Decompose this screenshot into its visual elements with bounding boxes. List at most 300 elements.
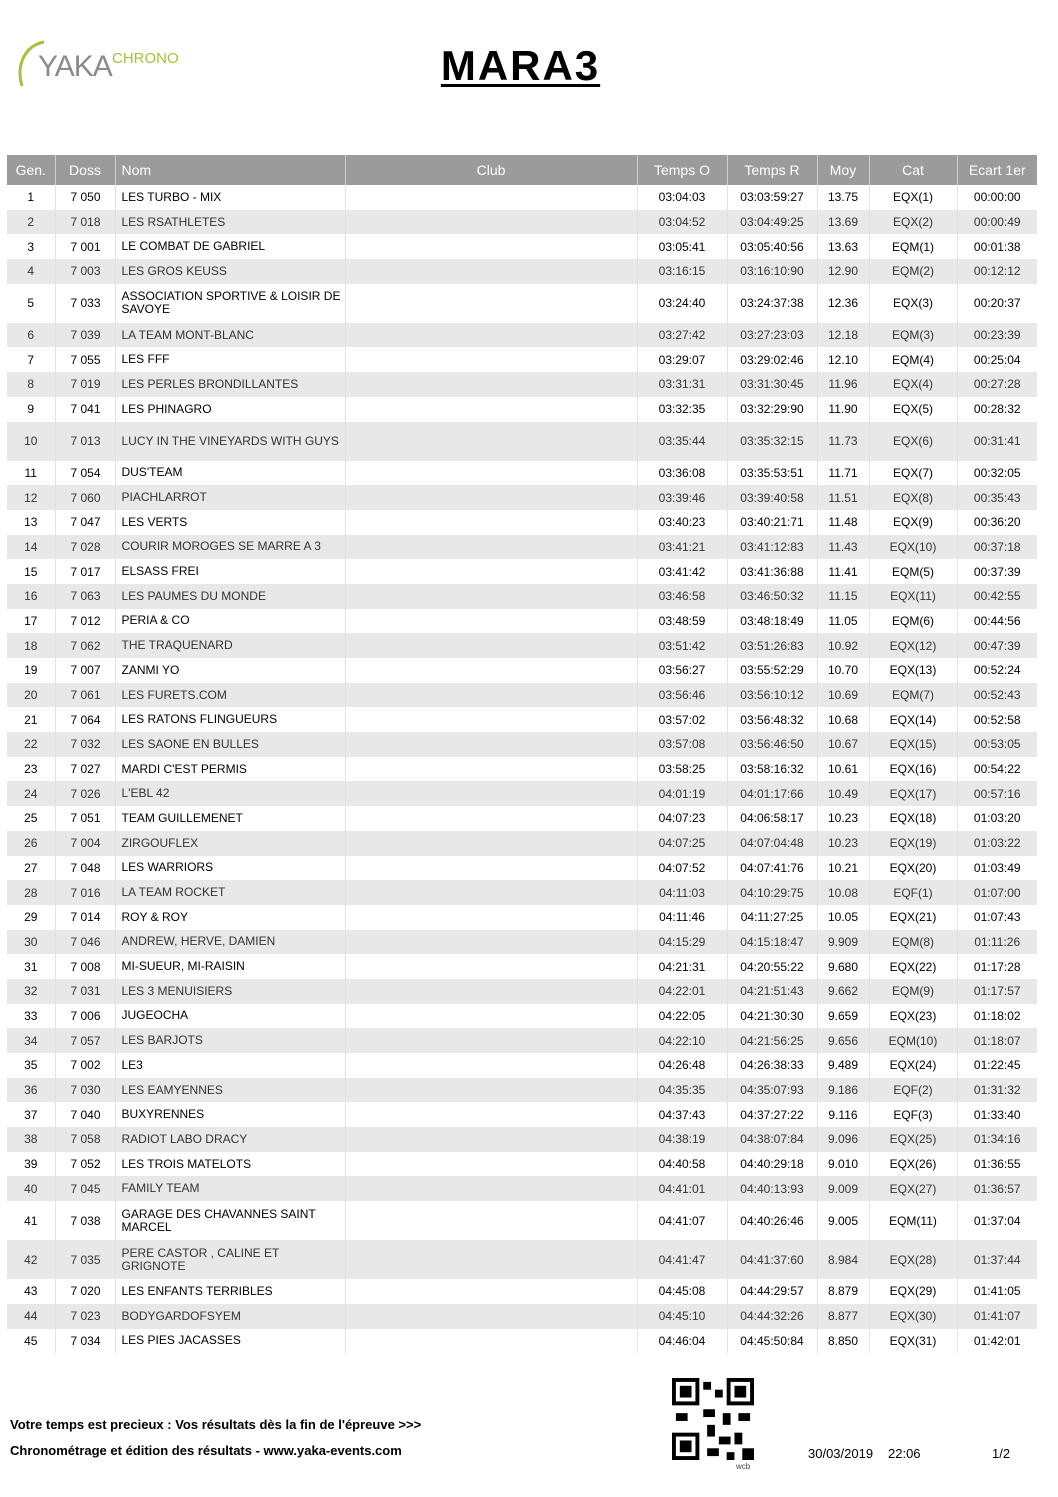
- cell-ecart: 00:47:39: [957, 633, 1037, 658]
- cell-club: [345, 831, 637, 856]
- cell-temps-o: 04:41:47: [637, 1240, 727, 1279]
- qr-code-icon: [672, 1378, 754, 1460]
- cell-ecart: 01:18:07: [957, 1028, 1037, 1053]
- cell-nom: LES ENFANTS TERRIBLES: [115, 1279, 345, 1304]
- col-header-gen: Gen.: [7, 155, 55, 185]
- table-row: [7, 633, 1037, 658]
- cell-ecart: 00:12:12: [957, 259, 1037, 284]
- cell-doss: 7 027: [55, 757, 115, 782]
- cell-nom: LES EAMYENNES: [115, 1078, 345, 1103]
- cell-nom: ZANMI YO: [115, 658, 345, 683]
- cell-gen: 10: [7, 422, 55, 461]
- cell-temps-r: 03:35:32:15: [727, 422, 817, 461]
- table-row: [7, 1127, 1037, 1152]
- cell-ecart: 00:54:22: [957, 757, 1037, 782]
- cell-cat: EQF(1): [869, 880, 957, 905]
- cell-gen: 7: [7, 347, 55, 372]
- cell-doss: 7 040: [55, 1102, 115, 1127]
- cell-cat: EQX(27): [869, 1176, 957, 1201]
- cell-ecart: 01:11:26: [957, 930, 1037, 955]
- cell-nom: LES SAONE EN BULLES: [115, 732, 345, 757]
- cell-doss: 7 034: [55, 1329, 115, 1354]
- table-row: [7, 806, 1037, 831]
- cell-gen: 29: [7, 905, 55, 930]
- cell-club: [345, 1329, 637, 1354]
- cell-club: [345, 930, 637, 955]
- logo-text-chrono: CHRONO: [112, 50, 179, 67]
- cell-temps-o: 03:29:07: [637, 347, 727, 372]
- cell-nom: FAMILY TEAM: [115, 1176, 345, 1201]
- cell-moy: 12.90: [817, 259, 869, 284]
- cell-temps-o: 03:31:31: [637, 372, 727, 397]
- cell-moy: 12.10: [817, 347, 869, 372]
- table-row: [7, 559, 1037, 584]
- cell-doss: 7 046: [55, 930, 115, 955]
- cell-nom: LES BARJOTS: [115, 1028, 345, 1053]
- cell-temps-r: 04:40:29:18: [727, 1152, 817, 1177]
- cell-moy: 11.73: [817, 422, 869, 461]
- cell-temps-r: 04:10:29:75: [727, 880, 817, 905]
- cell-nom: RADIOT LABO DRACY: [115, 1127, 345, 1152]
- cell-ecart: 01:33:40: [957, 1102, 1037, 1127]
- cell-club: [345, 633, 637, 658]
- cell-club: [345, 210, 637, 235]
- table-row: [7, 658, 1037, 683]
- table-row: [7, 584, 1037, 609]
- cell-nom: LUCY IN THE VINEYARDS WITH GUYS: [115, 422, 345, 461]
- cell-temps-o: 04:41:07: [637, 1201, 727, 1240]
- cell-doss: 7 004: [55, 831, 115, 856]
- cell-temps-o: 03:48:59: [637, 609, 727, 634]
- cell-gen: 24: [7, 781, 55, 806]
- cell-temps-r: 03:56:48:32: [727, 707, 817, 732]
- cell-moy: 9.680: [817, 954, 869, 979]
- print-time: 22:06: [888, 1446, 921, 1461]
- cell-temps-r: 03:56:10:12: [727, 683, 817, 708]
- cell-cat: EQM(11): [869, 1201, 957, 1240]
- table-row: [7, 284, 1037, 323]
- cell-ecart: 01:36:55: [957, 1152, 1037, 1177]
- cell-club: [345, 683, 637, 708]
- cell-gen: 28: [7, 880, 55, 905]
- footer-slogan: Votre temps est precieux : Vos résultats dès la fin de l'épreuve >>>: [10, 1417, 422, 1432]
- cell-gen: 44: [7, 1304, 55, 1329]
- table-row: [7, 979, 1037, 1004]
- cell-temps-r: 04:15:18:47: [727, 930, 817, 955]
- cell-ecart: 01:18:02: [957, 1004, 1037, 1029]
- cell-club: [345, 584, 637, 609]
- cell-temps-o: 04:45:10: [637, 1304, 727, 1329]
- cell-temps-r: 03:31:30:45: [727, 372, 817, 397]
- cell-temps-o: 03:56:27: [637, 658, 727, 683]
- cell-temps-o: 04:40:58: [637, 1152, 727, 1177]
- cell-temps-o: 04:22:05: [637, 1004, 727, 1029]
- page-number: 1/2: [992, 1446, 1011, 1461]
- cell-temps-r: 03:40:21:71: [727, 510, 817, 535]
- table-row: [7, 781, 1037, 806]
- cell-ecart: 01:03:49: [957, 856, 1037, 881]
- cell-temps-r: 04:38:07:84: [727, 1127, 817, 1152]
- cell-cat: EQX(25): [869, 1127, 957, 1152]
- cell-moy: 12.36: [817, 284, 869, 323]
- cell-moy: 11.43: [817, 535, 869, 560]
- cell-gen: 15: [7, 559, 55, 584]
- cell-moy: 8.877: [817, 1304, 869, 1329]
- cell-temps-r: 03:04:49:25: [727, 210, 817, 235]
- cell-ecart: 01:17:28: [957, 954, 1037, 979]
- cell-nom: LES PIES JACASSES: [115, 1329, 345, 1354]
- cell-club: [345, 1152, 637, 1177]
- cell-temps-r: 03:51:26:83: [727, 633, 817, 658]
- cell-moy: 9.186: [817, 1078, 869, 1103]
- cell-temps-o: 03:16:15: [637, 259, 727, 284]
- cell-temps-r: 04:40:13:93: [727, 1176, 817, 1201]
- cell-temps-o: 04:41:01: [637, 1176, 727, 1201]
- cell-temps-r: 04:26:38:33: [727, 1053, 817, 1078]
- table-row: [7, 1078, 1037, 1103]
- cell-club: [345, 979, 637, 1004]
- cell-club: [345, 259, 637, 284]
- cell-moy: 13.63: [817, 234, 869, 259]
- cell-nom: ROY & ROY: [115, 905, 345, 930]
- cell-gen: 35: [7, 1053, 55, 1078]
- cell-club: [345, 510, 637, 535]
- cell-temps-o: 03:04:52: [637, 210, 727, 235]
- cell-temps-r: 04:35:07:93: [727, 1078, 817, 1103]
- cell-temps-o: 03:51:42: [637, 633, 727, 658]
- cell-doss: 7 013: [55, 422, 115, 461]
- cell-moy: 9.659: [817, 1004, 869, 1029]
- cell-ecart: 00:57:16: [957, 781, 1037, 806]
- cell-doss: 7 003: [55, 259, 115, 284]
- cell-moy: 10.69: [817, 683, 869, 708]
- cell-cat: EQM(10): [869, 1028, 957, 1053]
- cell-doss: 7 017: [55, 559, 115, 584]
- cell-nom: LES FURETS.COM: [115, 683, 345, 708]
- table-row: [7, 880, 1037, 905]
- cell-cat: EQF(2): [869, 1078, 957, 1103]
- cell-gen: 12: [7, 485, 55, 510]
- cell-moy: 13.75: [817, 185, 869, 210]
- cell-cat: EQX(3): [869, 284, 957, 323]
- cell-gen: 20: [7, 683, 55, 708]
- cell-gen: 37: [7, 1102, 55, 1127]
- cell-doss: 7 060: [55, 485, 115, 510]
- cell-moy: 10.05: [817, 905, 869, 930]
- cell-ecart: 00:42:55: [957, 584, 1037, 609]
- cell-club: [345, 185, 637, 210]
- cell-moy: 10.49: [817, 781, 869, 806]
- cell-nom: ZIRGOUFLEX: [115, 831, 345, 856]
- cell-gen: 17: [7, 609, 55, 634]
- cell-gen: 33: [7, 1004, 55, 1029]
- cell-moy: 9.096: [817, 1127, 869, 1152]
- cell-nom: PERE CASTOR , CALINE ET GRIGNOTE: [115, 1240, 345, 1279]
- cell-moy: 9.909: [817, 930, 869, 955]
- cell-ecart: 01:36:57: [957, 1176, 1037, 1201]
- cell-temps-o: 03:40:23: [637, 510, 727, 535]
- table-row: [7, 609, 1037, 634]
- cell-cat: EQX(17): [869, 781, 957, 806]
- cell-club: [345, 485, 637, 510]
- cell-club: [345, 1028, 637, 1053]
- cell-club: [345, 559, 637, 584]
- cell-moy: 9.656: [817, 1028, 869, 1053]
- cell-gen: 14: [7, 535, 55, 560]
- cell-cat: EQX(28): [869, 1240, 957, 1279]
- cell-doss: 7 012: [55, 609, 115, 634]
- cell-moy: 10.61: [817, 757, 869, 782]
- cell-doss: 7 051: [55, 806, 115, 831]
- cell-gen: 6: [7, 323, 55, 348]
- cell-cat: EQX(23): [869, 1004, 957, 1029]
- cell-temps-r: 03:41:36:88: [727, 559, 817, 584]
- cell-moy: 11.51: [817, 485, 869, 510]
- cell-club: [345, 1240, 637, 1279]
- cell-gen: 41: [7, 1201, 55, 1240]
- cell-ecart: 00:53:05: [957, 732, 1037, 757]
- cell-gen: 43: [7, 1279, 55, 1304]
- cell-temps-r: 04:11:27:25: [727, 905, 817, 930]
- cell-moy: 9.489: [817, 1053, 869, 1078]
- cell-temps-r: 04:01:17:66: [727, 781, 817, 806]
- cell-cat: EQX(13): [869, 658, 957, 683]
- cell-doss: 7 041: [55, 397, 115, 422]
- cell-doss: 7 057: [55, 1028, 115, 1053]
- cell-ecart: 01:34:16: [957, 1127, 1037, 1152]
- cell-doss: 7 038: [55, 1201, 115, 1240]
- table-row: [7, 347, 1037, 372]
- table-row: [7, 535, 1037, 560]
- table-row: [7, 1004, 1037, 1029]
- table-row: [7, 510, 1037, 535]
- cell-doss: 7 048: [55, 856, 115, 881]
- cell-club: [345, 1201, 637, 1240]
- cell-doss: 7 028: [55, 535, 115, 560]
- cell-ecart: 00:52:58: [957, 707, 1037, 732]
- cell-nom: LES GROS KEUSS: [115, 259, 345, 284]
- cell-cat: EQM(5): [869, 559, 957, 584]
- cell-ecart: 00:52:43: [957, 683, 1037, 708]
- cell-cat: EQX(20): [869, 856, 957, 881]
- cell-doss: 7 008: [55, 954, 115, 979]
- table-row: [7, 831, 1037, 856]
- cell-cat: EQX(10): [869, 535, 957, 560]
- cell-nom: DUS'TEAM: [115, 461, 345, 486]
- table-row: [7, 1053, 1037, 1078]
- cell-doss: 7 018: [55, 210, 115, 235]
- cell-doss: 7 054: [55, 461, 115, 486]
- cell-gen: 21: [7, 707, 55, 732]
- cell-ecart: 00:52:24: [957, 658, 1037, 683]
- cell-gen: 31: [7, 954, 55, 979]
- col-header-temps-r: Temps R: [727, 155, 817, 185]
- cell-temps-o: 04:22:10: [637, 1028, 727, 1053]
- cell-ecart: 01:03:20: [957, 806, 1037, 831]
- cell-temps-r: 03:39:40:58: [727, 485, 817, 510]
- cell-temps-o: 03:36:08: [637, 461, 727, 486]
- table-row: [7, 905, 1037, 930]
- cell-cat: EQX(11): [869, 584, 957, 609]
- cell-cat: EQX(26): [869, 1152, 957, 1177]
- cell-ecart: 00:28:32: [957, 397, 1037, 422]
- table-row: [7, 323, 1037, 348]
- cell-doss: 7 064: [55, 707, 115, 732]
- col-header-doss: Doss: [55, 155, 115, 185]
- cell-temps-r: 04:20:55:22: [727, 954, 817, 979]
- cell-doss: 7 016: [55, 880, 115, 905]
- cell-moy: 10.23: [817, 831, 869, 856]
- cell-gen: 40: [7, 1176, 55, 1201]
- cell-temps-o: 03:41:42: [637, 559, 727, 584]
- cell-ecart: 01:17:57: [957, 979, 1037, 1004]
- cell-gen: 30: [7, 930, 55, 955]
- cell-nom: LES VERTS: [115, 510, 345, 535]
- cell-club: [345, 781, 637, 806]
- cell-cat: EQX(7): [869, 461, 957, 486]
- cell-temps-r: 03:55:52:29: [727, 658, 817, 683]
- cell-temps-o: 03:39:46: [637, 485, 727, 510]
- cell-gen: 1: [7, 185, 55, 210]
- cell-nom: LES RSATHLETES: [115, 210, 345, 235]
- cell-doss: 7 020: [55, 1279, 115, 1304]
- cell-doss: 7 031: [55, 979, 115, 1004]
- cell-nom: LA TEAM ROCKET: [115, 880, 345, 905]
- cell-club: [345, 905, 637, 930]
- table-row: [7, 757, 1037, 782]
- cell-cat: EQM(2): [869, 259, 957, 284]
- cell-doss: 7 026: [55, 781, 115, 806]
- cell-ecart: 00:00:49: [957, 210, 1037, 235]
- cell-temps-o: 04:11:46: [637, 905, 727, 930]
- cell-gen: 25: [7, 806, 55, 831]
- cell-ecart: 00:32:05: [957, 461, 1037, 486]
- cell-moy: 9.662: [817, 979, 869, 1004]
- cell-gen: 13: [7, 510, 55, 535]
- cell-temps-r: 03:03:59:27: [727, 185, 817, 210]
- cell-nom: BUXYRENNES: [115, 1102, 345, 1127]
- table-row: [7, 1176, 1037, 1201]
- table-row: [7, 485, 1037, 510]
- cell-club: [345, 1004, 637, 1029]
- cell-gen: 3: [7, 234, 55, 259]
- cell-cat: EQM(3): [869, 323, 957, 348]
- cell-club: [345, 347, 637, 372]
- cell-nom: LA TEAM MONT-BLANC: [115, 323, 345, 348]
- cell-temps-o: 04:01:19: [637, 781, 727, 806]
- cell-club: [345, 732, 637, 757]
- cell-doss: 7 014: [55, 905, 115, 930]
- cell-doss: 7 052: [55, 1152, 115, 1177]
- cell-club: [345, 461, 637, 486]
- cell-cat: EQX(14): [869, 707, 957, 732]
- cell-nom: PERIA & CO: [115, 609, 345, 634]
- cell-gen: 39: [7, 1152, 55, 1177]
- cell-ecart: 01:42:01: [957, 1329, 1037, 1354]
- table-row: [7, 683, 1037, 708]
- cell-temps-o: 03:46:58: [637, 584, 727, 609]
- cell-temps-r: 04:44:32:26: [727, 1304, 817, 1329]
- cell-temps-o: 04:15:29: [637, 930, 727, 955]
- cell-cat: EQX(1): [869, 185, 957, 210]
- cell-ecart: 01:41:05: [957, 1279, 1037, 1304]
- cell-nom: LES PHINAGRO: [115, 397, 345, 422]
- cell-nom: L'EBL 42: [115, 781, 345, 806]
- cell-moy: 10.21: [817, 856, 869, 881]
- cell-club: [345, 1127, 637, 1152]
- footer-credits: Chronométrage et édition des résultats - www.yaka-events.com: [10, 1443, 402, 1458]
- cell-temps-o: 04:26:48: [637, 1053, 727, 1078]
- cell-cat: EQM(6): [869, 609, 957, 634]
- cell-club: [345, 1078, 637, 1103]
- cell-cat: EQX(24): [869, 1053, 957, 1078]
- cell-temps-r: 03:58:16:32: [727, 757, 817, 782]
- cell-temps-r: 03:05:40:56: [727, 234, 817, 259]
- cell-temps-r: 03:24:37:38: [727, 284, 817, 323]
- cell-gen: 23: [7, 757, 55, 782]
- col-header-ecart: Ecart 1er: [957, 155, 1037, 185]
- cell-moy: 11.41: [817, 559, 869, 584]
- cell-gen: 36: [7, 1078, 55, 1103]
- cell-doss: 7 030: [55, 1078, 115, 1103]
- cell-cat: EQM(4): [869, 347, 957, 372]
- cell-doss: 7 058: [55, 1127, 115, 1152]
- cell-nom: THE TRAQUENARD: [115, 633, 345, 658]
- cell-doss: 7 002: [55, 1053, 115, 1078]
- cell-cat: EQF(3): [869, 1102, 957, 1127]
- cell-nom: LES TURBO - MIX: [115, 185, 345, 210]
- cell-club: [345, 658, 637, 683]
- cell-club: [345, 880, 637, 905]
- cell-temps-o: 04:11:03: [637, 880, 727, 905]
- cell-ecart: 01:41:07: [957, 1304, 1037, 1329]
- cell-nom: LES PERLES BRONDILLANTES: [115, 372, 345, 397]
- table-row: [7, 372, 1037, 397]
- cell-ecart: 01:37:04: [957, 1201, 1037, 1240]
- cell-club: [345, 1053, 637, 1078]
- cell-ecart: 01:22:45: [957, 1053, 1037, 1078]
- cell-temps-o: 03:04:03: [637, 185, 727, 210]
- table-header-row: [7, 155, 1037, 185]
- cell-nom: ELSASS FREI: [115, 559, 345, 584]
- print-date: 30/03/2019: [808, 1446, 874, 1461]
- cell-temps-o: 03:41:21: [637, 535, 727, 560]
- cell-moy: 10.08: [817, 880, 869, 905]
- cell-nom: COURIR MOROGES SE MARRE A 3: [115, 535, 345, 560]
- cell-moy: 8.879: [817, 1279, 869, 1304]
- cell-doss: 7 062: [55, 633, 115, 658]
- cell-temps-r: 04:21:30:30: [727, 1004, 817, 1029]
- cell-temps-r: 04:21:56:25: [727, 1028, 817, 1053]
- col-header-temps-o: Temps O: [637, 155, 727, 185]
- cell-ecart: 00:01:38: [957, 234, 1037, 259]
- table-row: [7, 1102, 1037, 1127]
- cell-moy: 12.18: [817, 323, 869, 348]
- cell-gen: 2: [7, 210, 55, 235]
- table-row: [7, 210, 1037, 235]
- cell-ecart: 00:23:39: [957, 323, 1037, 348]
- cell-club: [345, 954, 637, 979]
- cell-moy: 13.69: [817, 210, 869, 235]
- cell-temps-o: 03:57:08: [637, 732, 727, 757]
- cell-temps-r: 04:40:26:46: [727, 1201, 817, 1240]
- cell-temps-r: 04:45:50:84: [727, 1329, 817, 1354]
- table-row: [7, 1201, 1037, 1240]
- cell-temps-r: 03:32:29:90: [727, 397, 817, 422]
- cell-moy: 8.850: [817, 1329, 869, 1354]
- cell-nom: LES 3 MENUISIERS: [115, 979, 345, 1004]
- cell-club: [345, 707, 637, 732]
